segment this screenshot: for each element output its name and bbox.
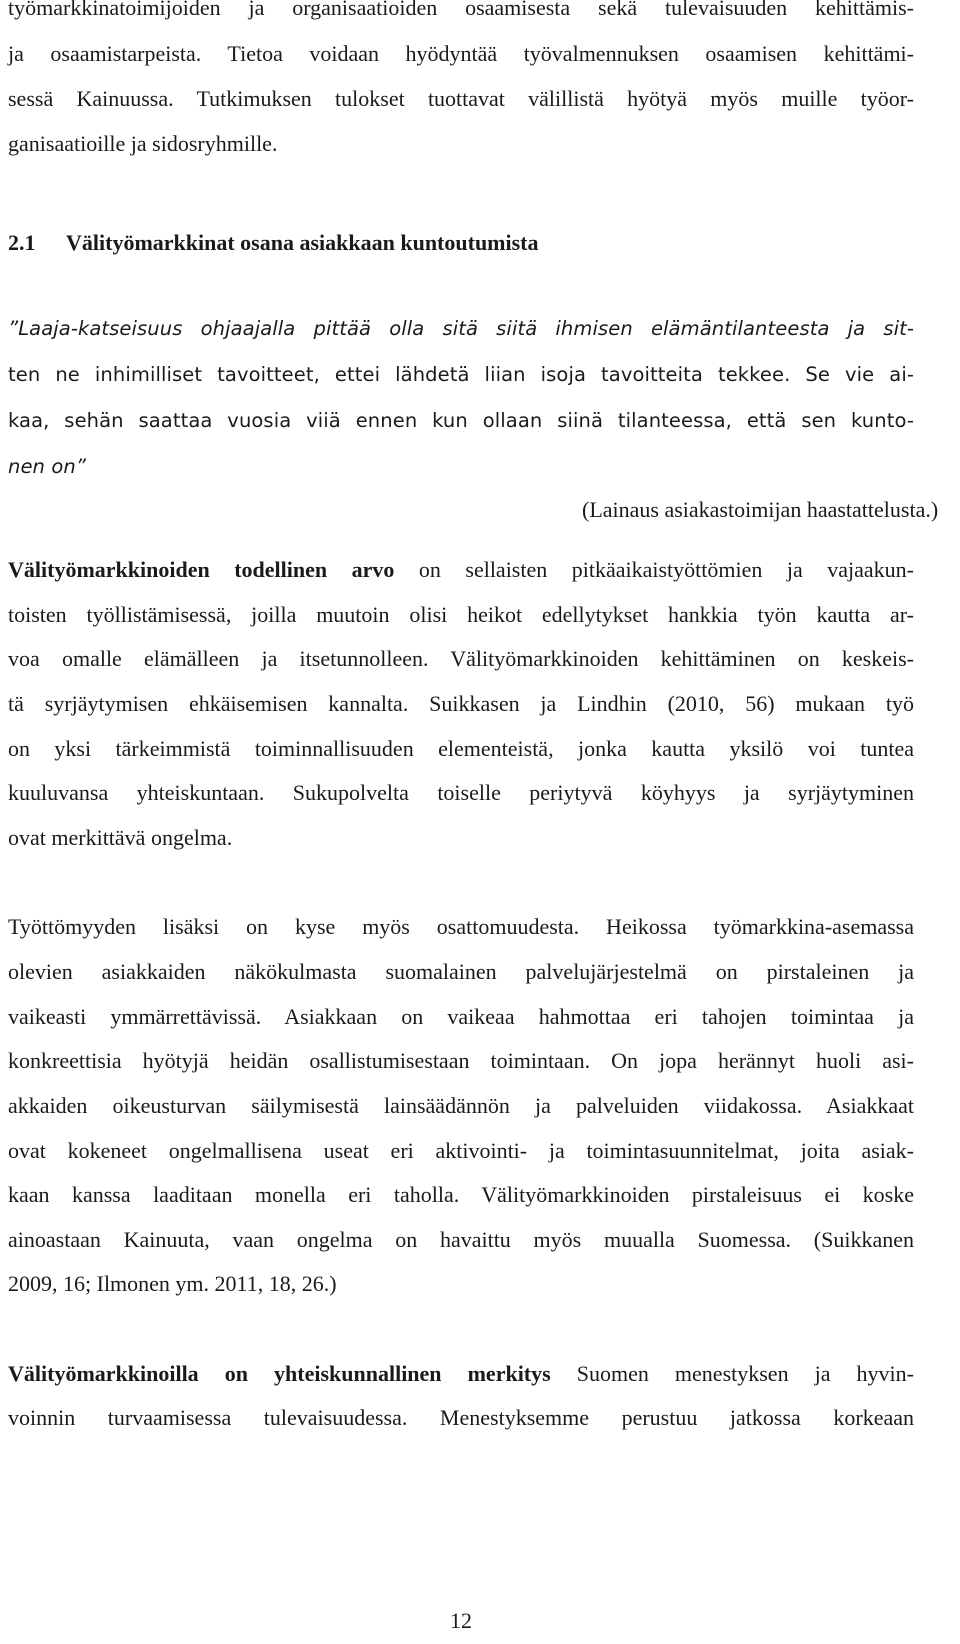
quote-source: (Lainaus asiakastoimijan haastattelusta.) — [582, 497, 939, 522]
text-line: voinnin turvaamisessa tulevaisuudessa. Menestyksemme perustuu jatkossa korkeaan — [8, 1405, 914, 1430]
text-line: akkaiden oikeusturvan säilymisestä lainsäädännön ja palveluiden viidakossa. Asiakkaat — [8, 1093, 914, 1118]
bold-lead: Välityömarkkinoiden todellinen arvo — [8, 557, 395, 582]
page-number: 12 — [450, 1608, 472, 1633]
text-line: konkreettisia hyötyjä heidän osallistumisestaan toimintaan. On jopa herännyt huoli asi- — [8, 1048, 914, 1073]
text-line: tä syrjäytymisen ehkäisemisen kannalta. Suikkasen ja Lindhin (2010, 56) mukaan työ — [8, 691, 914, 716]
text-line: kuuluvansa yhteiskuntaan. Sukupolvelta toiselle periytyvä köyhyys ja syrjäytyminen — [8, 780, 914, 805]
text-line: ganisaatioille ja sidosryhmille. — [8, 131, 278, 156]
text-line: kaan kanssa laaditaan monella eri taholla. Välityömarkkinoiden pirstaleisuus ei koske — [8, 1182, 914, 1207]
text-span: on sellaisten pitkäaikaistyöttömien ja vajaakun- — [394, 557, 915, 582]
section-title: Välityömarkkinat osana asiakkaan kuntoutumista — [66, 230, 539, 255]
text-line: ja osaamistarpeista. Tietoa voidaan hyödyntää työvalmennuksen osaamisen kehittämi- — [8, 41, 914, 66]
text-span: Suomen menestyksen ja hyvin- — [550, 1361, 914, 1386]
text-line: vaikeasti ymmärrettävissä. Asiakkaan on vaikeaa hahmottaa eri tahojen toimintaa ja — [8, 1004, 914, 1029]
text-line: ainoastaan Kainuuta, vaan ongelma on havaittu myös muualla Suomessa. (Suikkanen — [8, 1227, 914, 1252]
quote-line: kaa, sehän saattaa vuosia viiä ennen kun ollaan siinä tilanteessa, että sen kunto- — [8, 409, 914, 432]
quote-line: ”Laaja-katseisuus ohjaajalla pittää olla sitä siitä ihmisen elämäntilanteesta ja sit- — [8, 317, 914, 340]
text-line: toisten työllistämisessä, joilla muutoin olisi heikot edellytykset hankkia työn kautta ar- — [8, 602, 914, 627]
text-line: ovat kokeneet ongelmallisena useat eri aktivointi- ja toimintasuunnitelmat, joita asiak- — [8, 1138, 914, 1163]
text-line: olevien asiakkaiden näkökulmasta suomalainen palvelujärjestelmä on pirstaleinen ja — [8, 959, 914, 984]
text-line: työmarkkinatoimijoiden ja organisaatioiden osaamisesta sekä tulevaisuuden kehittämis- — [8, 0, 914, 20]
text-line: Työttömyyden lisäksi on kyse myös osattomuudesta. Heikossa työmarkkina-asemassa — [8, 914, 914, 939]
text-line: ovat merkittävä ongelma. — [8, 825, 233, 850]
text-line — [8, 1360, 914, 1388]
bold-lead: Välityömarkkinoilla on yhteiskunnallinen merkitys — [8, 1361, 551, 1386]
text-line: sessä Kainuussa. Tutkimuksen tulokset tuottavat välillistä hyötyä myös muille työor- — [8, 86, 914, 111]
text-line — [8, 556, 914, 584]
text-line: on yksi tärkeimmistä toiminnallisuuden elementeistä, jonka kautta yksilö voi tuntea — [8, 736, 914, 761]
text-line: voa omalle elämälleen ja itsetunnolleen. Välityömarkkinoiden kehittäminen on keskeis- — [8, 646, 914, 671]
quote-line: nen on” — [8, 455, 87, 478]
section-heading — [8, 230, 539, 256]
section-number: 2.1 — [8, 230, 36, 255]
quote-line: ten ne inhimilliset tavoitteet, ettei lähdetä liian isoja tavoitteita tekkee. Se vie ai- — [8, 363, 914, 386]
text-line: 2009, 16; Ilmonen ym. 2011, 18, 26.) — [8, 1271, 337, 1296]
